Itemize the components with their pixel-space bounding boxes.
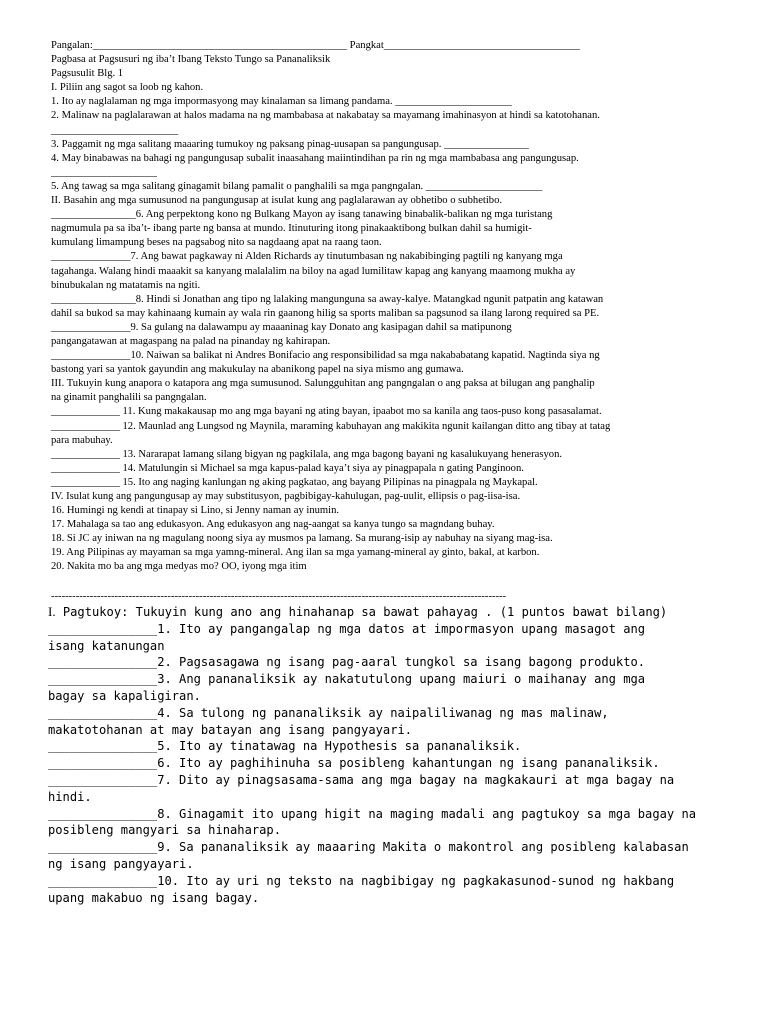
part2-item: kumulang limampung beses na pagsabog nito sa nagdaang apat na raang taon. (51, 237, 382, 249)
part1-heading: I. Piliin ang sagot sa loob ng kahon. (51, 82, 204, 94)
part1-item: ____________________ (51, 166, 157, 178)
pagtukoy-item: posibleng mangyari sa hinaharap. (48, 823, 281, 838)
part2-heading: II. Basahin ang mga sumusunod na pangungusap at isulat kung ang paglalarawan ay obhetibo o subhetibo. (51, 195, 503, 207)
pagtukoy-item: _______________4. Sa tulong ng pananaliksik ay naipaliliwanag ng mas malinaw, (48, 705, 609, 720)
part3-item: _____________ 12. Maunlad ang Lungsod ng Maynila, maraming kabuhayan ang makikita ngunit kailangan ditto ang tibay at tatag (51, 420, 611, 432)
pagtukoy-item: isang katanungan (48, 638, 165, 653)
pagtukoy-item: bagay sa kapaligiran. (48, 688, 201, 703)
part4-heading: IV. Isulat kung ang pangungusap ay may substitusyon, pagbibigay-kahulugan, pag-uulit, ellipsis o pag-iisa-isa. (51, 491, 521, 502)
part4-item: 20. Nakita mo ba ang mga medyas mo? OO, iyong mga itim (51, 561, 307, 573)
part4-item: 19. Ang Pilipinas ay mayaman sa mga yamng-mineral. Ang ilan sa mga yamang-mineral ay ginto, bakal, at karbon. (51, 547, 540, 559)
part1-item: 2. Malinaw na paglalarawan at halos madama na ng mambabasa at nakabatay sa mayamang imahinasyon at hindi sa katotohanan. (51, 110, 600, 122)
part2-item: nagmumula pa sa iba’t- ibang parte ng bansa at mundo. Itinuturing itong pinakaaktibong bulkan dahil sa humigit- (51, 223, 532, 235)
part2-item: _______________9. Sa gulang na dalawampu ay maaaninag kay Donato ang kasipagan dahil sa matipunong (51, 321, 512, 333)
part2-item: bastong yari sa yantok gayundin ang makukulay na abanikong papel na siya mismo ang gumawa. (51, 364, 464, 376)
part2-item: ________________6. Ang perpektong kono ng Bulkang Mayon ay isang tanawing binabalik-balikan ng mga turistang (51, 209, 553, 221)
pagtukoy-item: _______________2. Pagsasagawa ng isang pag-aaral tungkol sa isang bagong produkto. (48, 655, 646, 670)
quiz-title: Pagsusulit Blg. 1 (51, 68, 124, 80)
part1-item: ________________________ (51, 124, 179, 136)
pagtukoy-item: upang makabuo ng isang bagay. (48, 890, 260, 905)
pagtukoy-roman-numeral: I. (48, 604, 56, 619)
part2-item: ________________8. Hindi si Jonathan ang tipo ng lalaking mangunguna sa away-kalye. Matangkad ngunit patpatin ang katawan (51, 293, 604, 305)
part1-item: 5. Ang tawag sa mga salitang ginagamit bilang pamalit o panghalili sa mga pangngalan. ______________________ (51, 180, 543, 192)
part2-item: _______________7. Ang bawat pagkaway ni Alden Richards ay tinutumbasan ng nakabibinging pagtili ng kanyang mga (51, 251, 563, 263)
part2-item: binubukalan ng matatamis na ngiti. (51, 279, 201, 291)
part2-item: pangangatawan at magaspang na palad na pinanday ng kahirapan. (51, 335, 331, 347)
part3-item: para mabuhay. (51, 434, 113, 446)
part1-item: 4. May binabawas na bahagi ng pangungusap subalit inaasahang maiintindihan pa rin ng mga mambabasa ang pangungusap. (51, 152, 579, 164)
part3-item: _____________ 14. Matulungin si Michael sa mga kapus-palad kaya’t siya ay pinagpapala n gating Panginoon. (51, 462, 524, 474)
part3-item: _____________ 13. Nararapat lamang silang bigyan ng pagkilala, ang mga bagong bayani ng kasalukuyang henerasyon. (51, 448, 563, 460)
pagtukoy-item: _______________7. Dito ay pinagsasama-sama ang mga bagay na magkakauri at mga bagay na (48, 772, 675, 787)
part2-item: dahil sa bukod sa may kahinaang kumain ay wala rin gaanong hilig sa sports maliban sa pagsunod sa ilang larong required sa PE. (51, 307, 600, 319)
pagtukoy-item: _______________9. Sa pananaliksik ay maaaring Makita o makontrol ang posibleng kalabasan (48, 840, 689, 855)
part4-item: 17. Mahalaga sa tao ang edukasyon. Ang edukasyon ang nag-aangat sa kanya tungo sa magndang buhay. (51, 519, 495, 531)
pagtukoy-item: _______________1. Ito ay pangangalap ng mga datos at impormasyon upang masagot ang (48, 621, 646, 636)
part2-item: tagahanga. Walang hindi maaakit sa kanyang malalalim na biloy na agad lumilitaw kapag ang kanyang maamong mukha ay (51, 265, 576, 277)
part1-item: 1. Ito ay naglalaman ng mga impormasyong may kinalaman sa limang pandama. ______________________ (51, 96, 512, 108)
part3-heading: na ginamit panghalili sa pangngalan. (51, 392, 207, 404)
part4-item: 16. Humingi ng kendi at tinapay si Lino, si Jenny naman ay inumin. (51, 505, 340, 517)
part2-item: _______________10. Naiwan sa balikat ni Andres Bonifacio ang responsibilidad sa mga nakababatang kapatid. Nagtinda siya ng (51, 350, 600, 362)
pagtukoy-item: _______________6. Ito ay paghihinuha sa posibleng kahantungan ng isang pananaliksik. (48, 756, 660, 771)
pagtukoy-instructions: Pagtukoy: Tukuyin kung ano ang hinahanap sa bawat pahayag . (1 puntos bawat bilang) (55, 605, 668, 619)
subject-title: Pagbasa at Pagsusuri ng iba’t Ibang Teksto Tungo sa Pananaliksik (51, 54, 331, 66)
pagtukoy-item: _______________3. Ang pananaliksik ay nakatutulong upang maiuri o maihanay ang mga (48, 672, 646, 687)
part4-item: 18. Si JC ay iniwan na ng magulang noong siya ay musmos pa lamang. Sa murang-isip ay nabuhay na siyang mag-isa. (51, 533, 553, 545)
section-divider: --------------------------------------------------------------------------------------------------------------------------------- (51, 591, 507, 602)
part1-item: 3. Paggamit ng mga salitang maaaring tumukoy ng paksang pinag-uusapan sa pangungusap. ________________ (51, 138, 529, 150)
name-and-section-line: Pangalan:________________________________________________ Pangkat_____________________________________ (51, 40, 580, 51)
pagtukoy-item: _______________5. Ito ay tinatawag na Hypothesis sa pananaliksik. (48, 739, 522, 754)
pagtukoy-item: hindi. (48, 789, 92, 804)
pagtukoy-item: _______________10. Ito ay uri ng teksto na nagbibigay ng pagkakasunod-sunod ng hakbang (48, 873, 675, 888)
quiz-top-section (51, 39, 741, 575)
pagtukoy-heading (48, 604, 748, 621)
part3-heading: III. Tukuyin kung anapora o katapora ang mga sumusunod. Salungguhitan ang pangngalan o ang paksa at bilugan ang panghalip (51, 378, 595, 390)
pagtukoy-item: ng isang pangyayari. (48, 856, 194, 871)
pagtukoy-item: _______________8. Ginagamit ito upang higit na maging madali ang pagtukoy sa mga bagay na (48, 806, 697, 821)
pagtukoy-item: makatotohanan at may batayan ang isang pangyayari. (48, 722, 413, 737)
part3-item: _____________ 11. Kung makakausap mo ang mga bayani ng ating bayan, ipaabot mo sa kanila ang taos-puso kong pasasalamat. (51, 406, 602, 418)
part3-item: _____________ 15. Ito ang naging kanlungan ng aking pagkatao, ang bayang Pilipinas na pinagpala ng Maykapal. (51, 476, 538, 488)
pagtukoy-section (48, 604, 748, 906)
